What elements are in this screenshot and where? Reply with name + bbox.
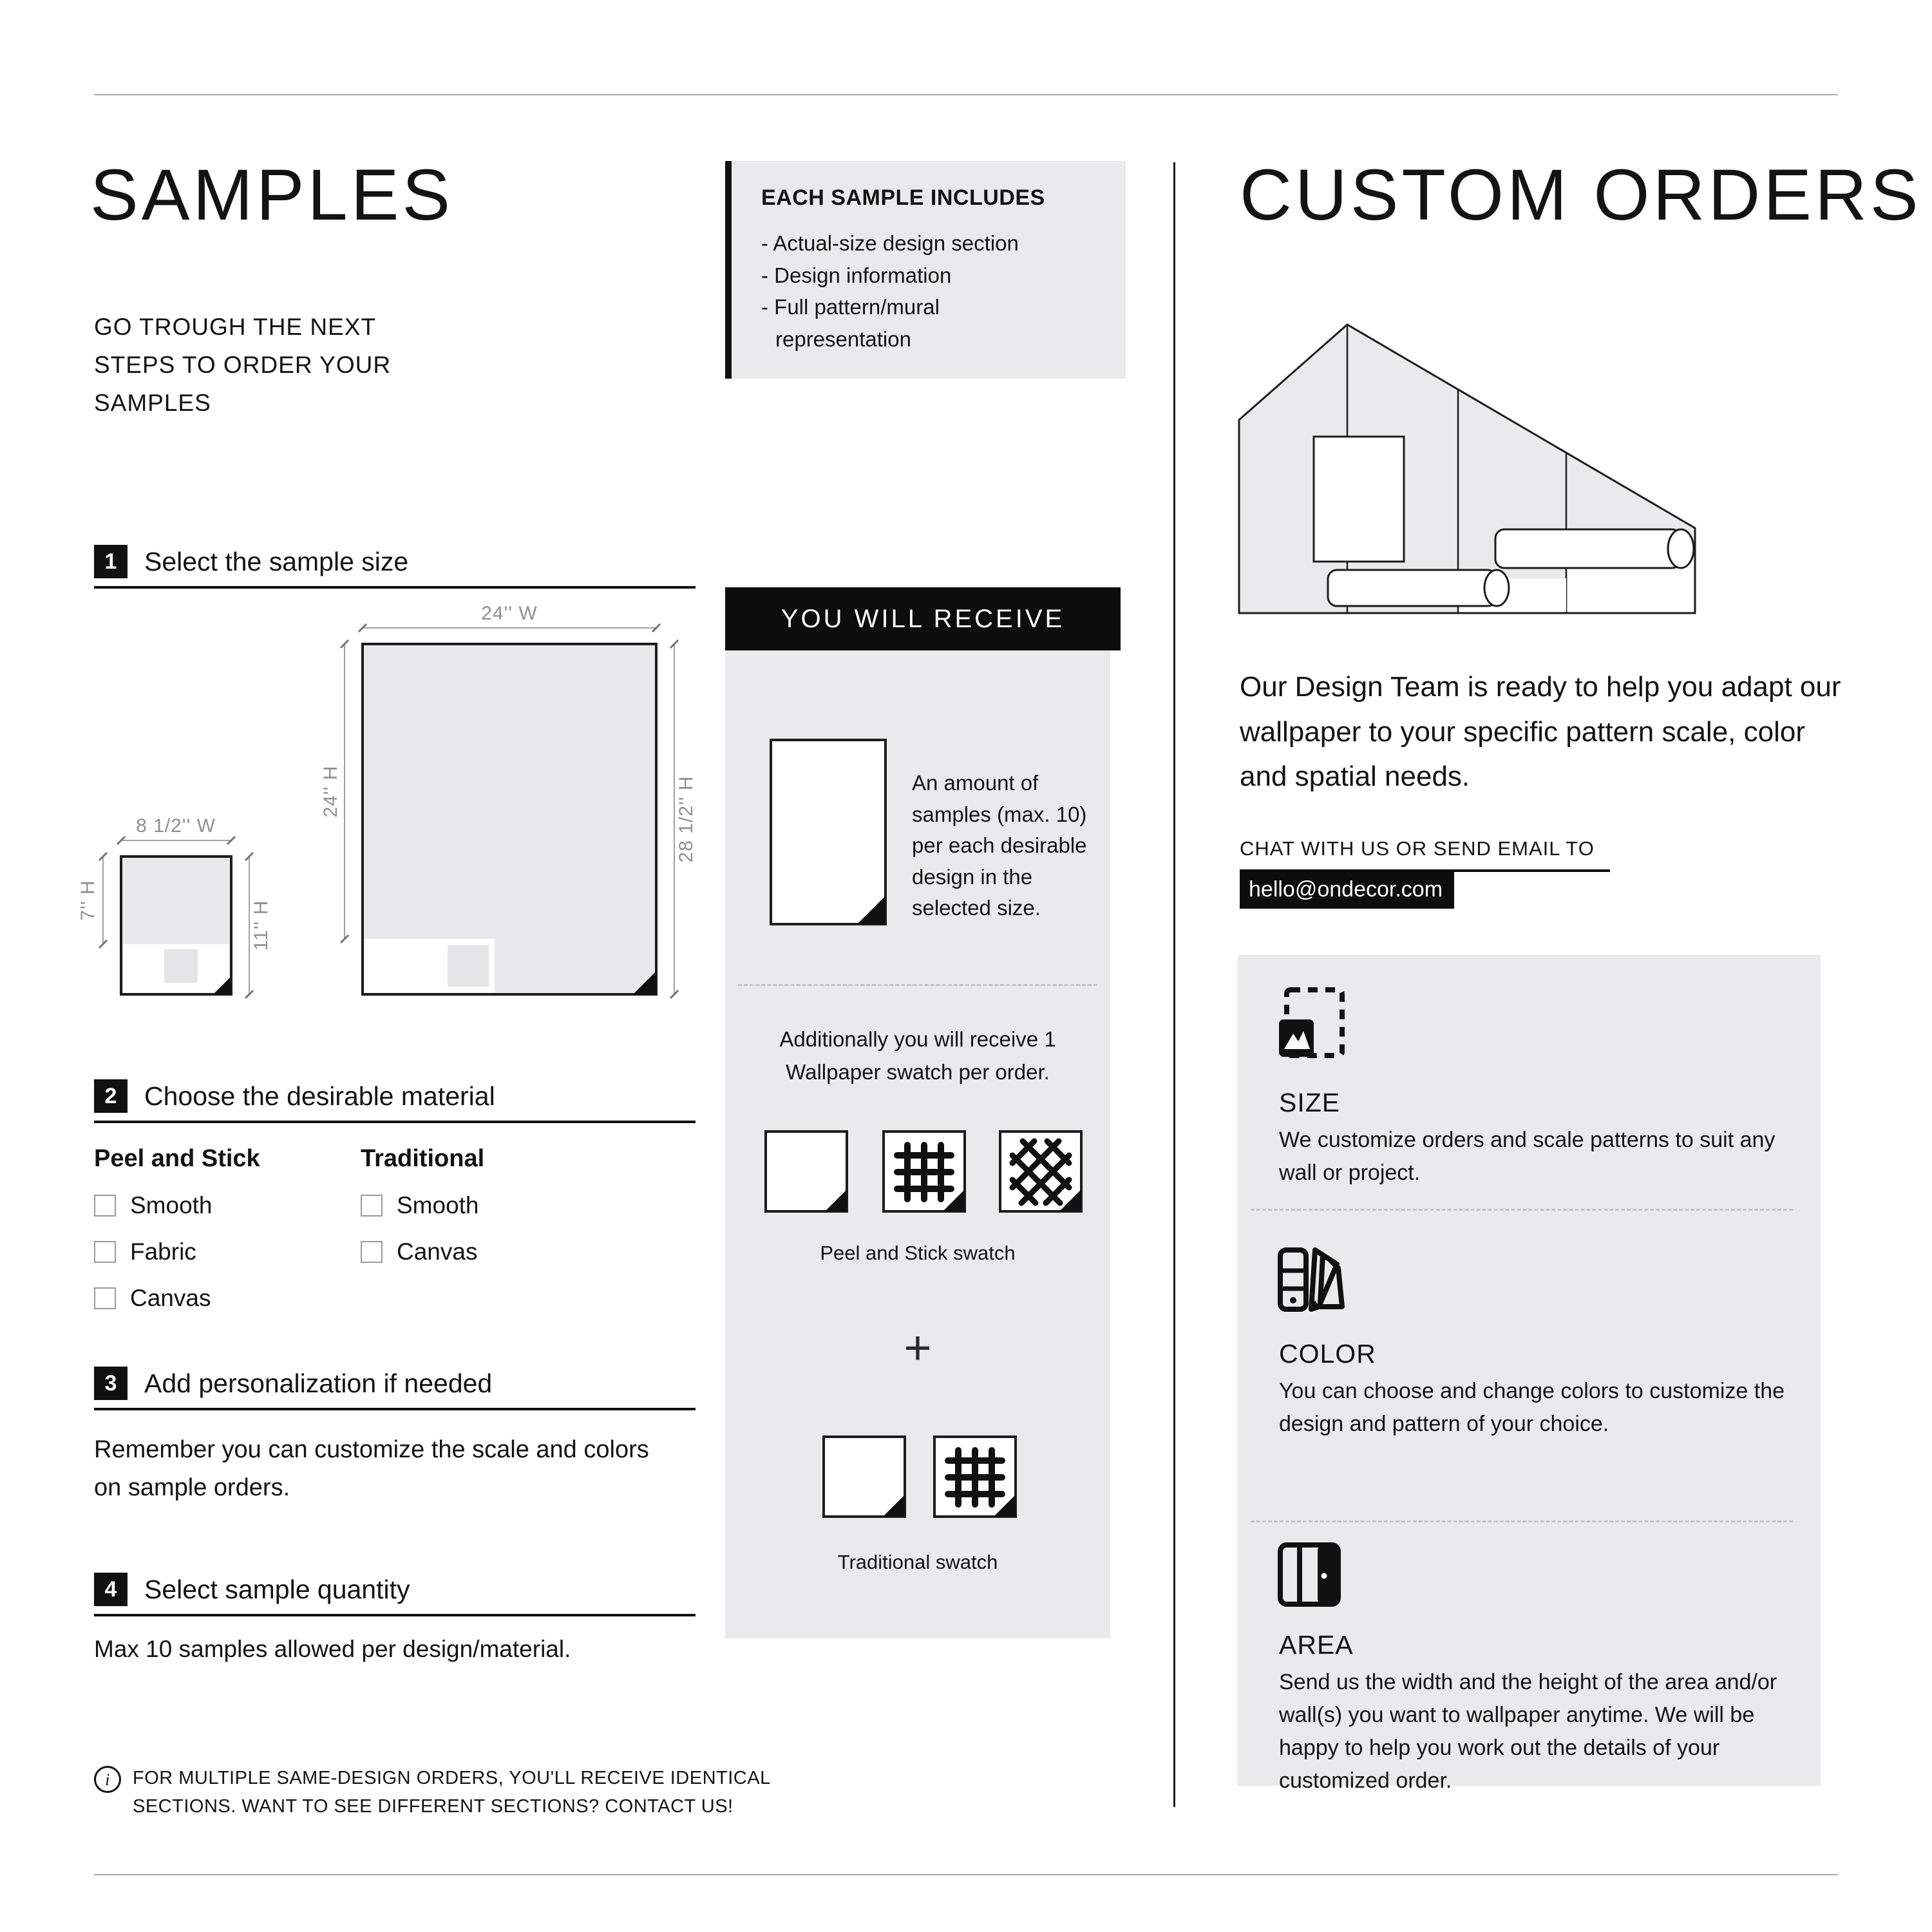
amount-text: An amount of samples (max. 10) per each desirable design in the selected size. [912, 771, 1087, 920]
sample-page-icon [769, 738, 887, 926]
samples-title: SAMPLES [90, 155, 454, 235]
crosshatch-swatch-icon [998, 1130, 1083, 1213]
column-divider [1173, 162, 1175, 1807]
dashed-divider [738, 984, 1097, 986]
area-text: Send us the width and the height of the area and/or wall(s) you want to wallpaper anytime. We will be happy to help you work out the details of your customized order. [1279, 1670, 1777, 1793]
step-1-number: 1 [94, 545, 128, 578]
size-icon [1278, 987, 1346, 1059]
material-option-label: Smooth [130, 1192, 213, 1218]
includes-item: - Design information [761, 263, 952, 287]
includes-item: - Full pattern/mural representation [761, 295, 940, 351]
footer-note-text: FOR MULTIPLE SAME-DESIGN ORDERS, YOU'LL RECEIVE IDENTICAL SECTIONS. WANT TO SEE DIFFERENT SECTIONS? CONTACT US! [133, 1768, 770, 1817]
material-option-label: Canvas [130, 1285, 211, 1311]
receive-panel [725, 650, 1110, 1638]
dashed-divider [1251, 1520, 1793, 1522]
traditional-column [361, 1145, 484, 1265]
step-2-number: 2 [94, 1079, 128, 1113]
includes-item: - Actual-size design section [761, 231, 1019, 255]
plus-sign: + [904, 1321, 932, 1374]
step-3-title: Add personalization if needed [144, 1368, 493, 1398]
custom-options-panel [1238, 955, 1821, 1793]
step-3-heading [94, 1367, 492, 1400]
material-option-label: Canvas [397, 1238, 478, 1265]
color-text: You can choose and change colors to customize the design and pattern of your choice. [1279, 1379, 1785, 1436]
samples-intro: GO TROUGH THE NEXT STEPS TO ORDER YOUR SAMPLES [94, 314, 392, 417]
peel-swatch-label: Peel and Stick swatch [820, 1242, 1016, 1264]
house-wallpaper-illustration [1238, 322, 1698, 617]
peel-and-stick-column [94, 1145, 260, 1312]
material-option [361, 1238, 484, 1265]
traditional-title: Traditional [361, 1145, 485, 1172]
design-team-intro: Our Design Team is ready to help you adapt our wallpaper to your specific pattern scale, color and spatial needs. [1240, 671, 1841, 793]
size-text: We customize orders and scale patterns to suit any wall or project. [1279, 1128, 1776, 1185]
step-2-heading [94, 1079, 495, 1113]
step-1-heading [94, 545, 408, 578]
step-2-underline [94, 1121, 696, 1123]
grid-swatch-icon [882, 1130, 967, 1213]
large-width-label: 24'' W [481, 605, 538, 624]
top-rule [94, 94, 1838, 95]
color-title: COLOR [1279, 1339, 1376, 1368]
window [1314, 437, 1404, 562]
checkbox[interactable] [94, 1241, 116, 1263]
checkbox[interactable] [94, 1195, 116, 1217]
wallpaper-roll-icon [1328, 570, 1509, 606]
step-4-number: 4 [94, 1573, 128, 1606]
color-icon [1278, 1245, 1346, 1312]
step-1-title: Select the sample size [144, 546, 409, 576]
wallpaper-roll-icon [1495, 529, 1694, 568]
dashed-divider [1251, 1209, 1793, 1211]
sample-size-diagram [64, 605, 708, 1018]
you-will-receive-header: YOU WILL RECEIVE [725, 587, 1121, 650]
checkbox[interactable] [361, 1195, 383, 1217]
small-height-label: 7'' H [77, 880, 99, 921]
small-width-label: 8 1/2'' W [136, 815, 216, 837]
email-address[interactable]: hello@ondecor.com [1240, 872, 1454, 909]
material-option-label: Smooth [397, 1192, 479, 1218]
step-4-text: Max 10 samples allowed per design/material. [94, 1636, 571, 1662]
plain-swatch-icon [764, 1130, 849, 1213]
small-sample-thumbnail [164, 949, 198, 983]
footer-note [94, 1765, 854, 1821]
small-page-height-label: 11'' H [251, 900, 272, 951]
step-3-text: Remember you can customize the scale and colors on sample orders. [94, 1436, 649, 1501]
custom-orders-title: CUSTOM ORDERS [1240, 155, 1922, 235]
material-option [361, 1192, 484, 1219]
includes-box [725, 161, 1126, 379]
step-3-underline [94, 1408, 696, 1410]
step-2-title: Choose the desirable material [144, 1081, 495, 1111]
large-height-label: 24'' H [320, 765, 341, 818]
step-4-heading [94, 1573, 410, 1606]
step-3-number: 3 [94, 1367, 128, 1400]
plain-swatch-icon [822, 1435, 907, 1519]
bottom-rule [94, 1874, 1838, 1875]
material-option-label: Fabric [130, 1238, 196, 1265]
step-1-underline [94, 586, 696, 589]
material-option [94, 1192, 260, 1219]
step-4-underline [94, 1614, 696, 1616]
size-title: SIZE [1279, 1088, 1341, 1117]
area-icon [1278, 1542, 1341, 1607]
checkbox[interactable] [94, 1287, 116, 1309]
traditional-swatch-label: Traditional swatch [837, 1551, 998, 1573]
checkbox[interactable] [361, 1241, 383, 1263]
includes-title: EACH SAMPLE INCLUDES [761, 185, 1045, 210]
area-title: AREA [1279, 1630, 1354, 1660]
peel-and-stick-title: Peel and Stick [94, 1145, 260, 1172]
large-page-height-label: 28 1/2'' H [676, 775, 697, 863]
info-icon: i [94, 1766, 121, 1793]
email-container [1240, 872, 1454, 909]
step-4-title: Select sample quantity [144, 1574, 410, 1604]
chat-label: CHAT WITH US OR SEND EMAIL TO [1240, 837, 1595, 860]
material-option [94, 1285, 260, 1312]
large-sample-thumbnail [448, 945, 489, 987]
additional-text: Additionally you will receive 1 Wallpaper swatch per order. [779, 1027, 1056, 1084]
material-option [94, 1238, 260, 1265]
grid-swatch-icon [933, 1435, 1018, 1519]
